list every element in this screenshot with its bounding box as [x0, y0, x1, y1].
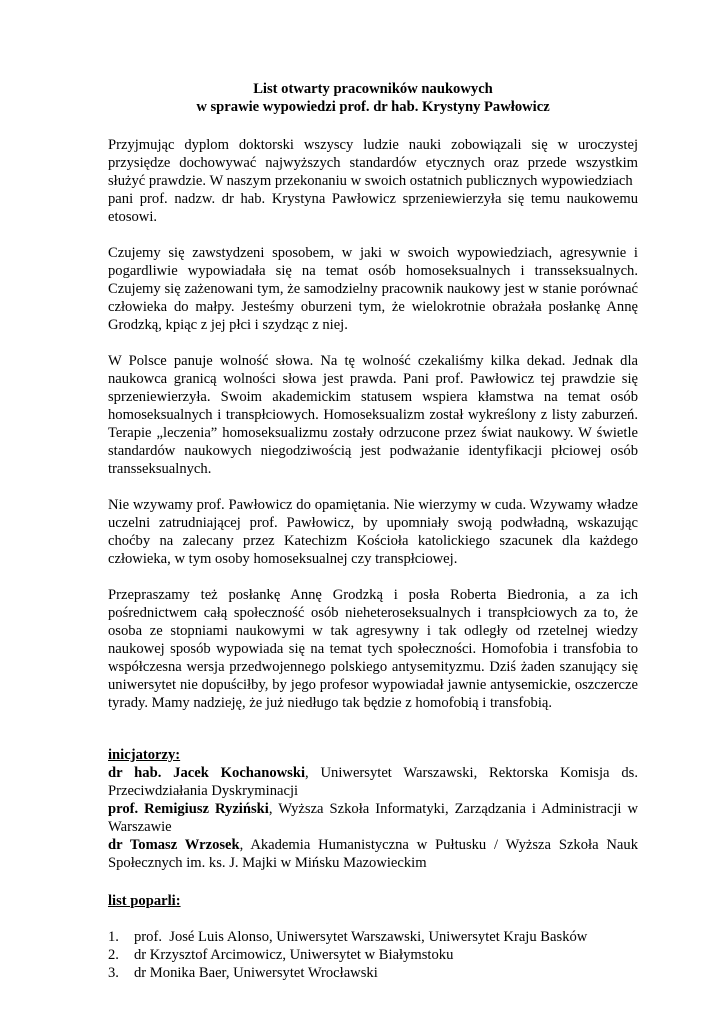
paragraph-line: Czujemy się zawstydzeni sposobem, w jaki w swoich wypowiedziach, agresywnie i	[108, 245, 638, 261]
paragraph-line: pośrednictwem całą społeczność osób nieheteroseksualnych i transpłciowych za to, że	[108, 605, 638, 621]
title-line-1: List otwarty pracowników naukowych	[253, 81, 493, 97]
initiator-entry	[108, 764, 638, 800]
list-item	[108, 946, 638, 964]
title-line-2: w sprawie wypowiedzi prof. dr hab. Krystyny Pawłowicz	[196, 99, 550, 115]
letter-body	[108, 136, 638, 982]
initiator-name: dr hab. Jacek Kochanowski	[108, 765, 306, 781]
initiators-section	[108, 746, 638, 872]
list-number: 3.	[108, 965, 119, 981]
list-number: 2.	[108, 947, 119, 963]
paragraph-line: Przyjmując dyplom doktorski wszyscy ludzie nauki zobowiązali się w uroczystej	[108, 137, 638, 153]
initiators-heading: inicjatorzy:	[108, 747, 181, 763]
paragraph-line: W Polsce panuje wolność słowa. Na tę wolność czekaliśmy kilka dekad. Jednak dla	[108, 353, 638, 369]
list-number: 1.	[108, 929, 119, 945]
paragraph-line: naukowca granicą wolności słowa jest prawda. Pani prof. Pawłowicz tej prawdzie się	[108, 371, 638, 387]
initiator-entry	[108, 836, 638, 872]
paragraph-line: Przepraszamy też posłankę Annę Grodzką i posła Roberta Biedronia, a za ich	[108, 587, 638, 603]
paragraph-line: transseksualnych.	[108, 461, 212, 477]
paragraph-2	[108, 244, 638, 334]
paragraph-line: uczelni zatrudniającej prof. Pawłowicz, by upomniały swoją podwładną, wskazując	[108, 515, 638, 531]
supporters-section	[108, 892, 638, 982]
initiator-name: prof. Remigiusz Ryziński	[108, 801, 269, 817]
initiator-affiliation-cont: Społecznych im. ks. J. Majki w Mińsku Mazowieckim	[108, 855, 427, 871]
paragraph-line: człowieka, w tym osoby homoseksualnej czy transpłciowej.	[108, 551, 458, 567]
initiator-affiliation: , Wyższa Szkoła Informatyki, Zarządzania i Administracji w	[268, 801, 638, 817]
initiator-entry	[108, 800, 638, 836]
paragraph-line: homoseksualnych i transpłciowych. Homoseksualizm został wykreślony z listy zaburzeń.	[108, 407, 638, 423]
initiator-affiliation: , Akademia Humanistyczna w Pułtusku / Wyższa Szkoła Nauk	[239, 837, 638, 853]
supporters-list	[108, 928, 638, 982]
list-item	[108, 928, 638, 946]
list-text: prof. José Luis Alonso, Uniwersytet Warszawski, Uniwersytet Kraju Basków	[134, 929, 588, 945]
paragraph-line: uniwersytet nie dopuściłby, by jego profesor wypowiadał jawnie antysemickie, oszczercze	[108, 677, 638, 693]
paragraph-line: pani prof. nadzw. dr hab. Krystyna Pawłowicz sprzeniewierzyła się temu naukowemu	[108, 191, 638, 207]
paragraph-line: etosowi.	[108, 209, 158, 225]
paragraph-line: Nie wzywamy prof. Pawłowicz do opamiętania. Nie wierzymy w cuda. Wzywamy władze	[108, 497, 638, 513]
paragraph-line: Grodzką, kpiąc z jej płci i szydząc z niej.	[108, 317, 348, 333]
initiator-name: dr Tomasz Wrzosek	[108, 837, 240, 853]
list-item	[108, 964, 638, 982]
paragraph-line: osoba ze stopniami naukowymi w tak agresywny i tak odległy od rzetelnej wiedzy	[108, 623, 638, 639]
list-text: dr Monika Baer, Uniwersytet Wrocławski	[134, 965, 378, 981]
paragraph-line: człowieka do małpy. Jesteśmy oburzeni tym, że wielokrotnie obrażała posłankę Annę	[108, 299, 638, 315]
list-text: dr Krzysztof Arcimowicz, Uniwersytet w Białymstoku	[134, 947, 454, 963]
initiator-affiliation: , Uniwersytet Warszawski, Rektorska Komisja ds.	[305, 765, 638, 781]
paragraph-line: choćby na zalecany przez Katechizm Kościoła katolickiego szacunek dla każdego	[108, 533, 638, 549]
paragraph-line: przysiędze dochowywać najwyższych standardów etycznych oraz przede wszystkim	[108, 155, 638, 171]
paragraph-line: pogardliwie wypowiadała się na temat osób homoseksualnych i transseksualnych.	[108, 263, 638, 279]
initiator-affiliation-cont: Przeciwdziałania Dyskryminacji	[108, 783, 299, 799]
paragraph-line: tyrady. Mamy nadzieję, że już niedługo tak będzie z homofobią i transfobią.	[108, 695, 553, 711]
paragraph-line: współczesna wersja przedwojennego polskiego antysemityzmu. Dziś żaden szanujący się	[108, 659, 638, 675]
paragraph-line: Terapie „leczenia” homoseksualizmu zostały odrzucone przez świat naukowy. W świetle	[108, 425, 638, 441]
paragraph-line: służyć prawdzie. W naszym przekonaniu w swoich ostatnich publicznych wypowiedziach	[108, 173, 633, 189]
paragraph-line: naukowej sposób wypowiada się na temat tych społeczności. Homofobia i transfobia to	[108, 641, 638, 657]
paragraph-line: standardów naukowych niegodziwością jest podważanie identyfikacji płciowej osób	[108, 443, 638, 459]
supporters-heading: list poparli:	[108, 893, 181, 909]
paragraph-line: sprzeniewierzyła. Swoim akademickim statusem wspiera kłamstwa na temat osób	[108, 389, 638, 405]
initiator-affiliation-cont: Warszawie	[108, 819, 172, 835]
paragraph-line: Czujemy się zażenowani tym, że samodzielny pracownik naukowy jest w stanie porównać	[108, 281, 638, 297]
paragraph-4	[108, 496, 638, 568]
letter-title	[108, 80, 638, 116]
paragraph-5	[108, 586, 638, 712]
paragraph-1	[108, 136, 638, 226]
paragraph-3	[108, 352, 638, 478]
